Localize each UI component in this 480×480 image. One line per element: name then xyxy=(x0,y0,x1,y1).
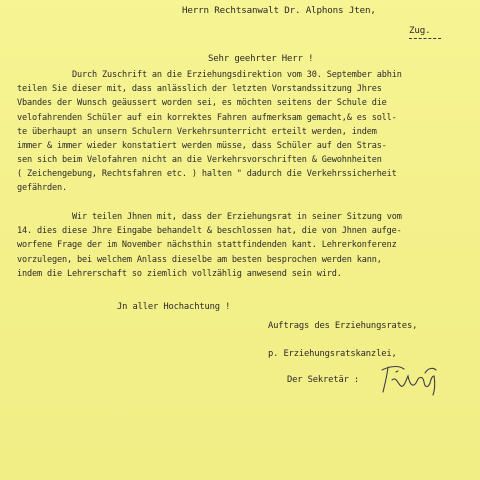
body-line: gefährden. xyxy=(17,183,67,193)
handwritten-signature xyxy=(378,362,440,398)
body-line: ( Zeichengebung, Rechtsfahren etc. ) halten " dadurch die Verkehrssicherheit xyxy=(17,169,397,179)
signature-line: Auftrags des Erziehungsrates, xyxy=(268,321,418,331)
body-line: immer & immer wieder konstatiert werden müsse, dass Schüler auf den Stras- xyxy=(17,141,387,151)
body-line: Vbandes der Wunsch geäussert worden sei, es möchten seitens der Schule die xyxy=(17,98,387,108)
signature-line: Der Sekretär : xyxy=(287,375,360,385)
body-line: indem die Lehrerschaft so ziemlich vollzählig anwesend sein wird. xyxy=(17,269,342,279)
recipient-place: Zug. xyxy=(409,25,431,36)
body-line: teilen Sie dieser mit, dass anlässlich der letzten Vorstandssitzung Jhres xyxy=(17,84,382,94)
body-line: worfene Frage der im November nächsthin stattfindenden kant. Lehrerkonferenz xyxy=(17,240,397,250)
signature-line: p. Erziehungsratskanzlei, xyxy=(268,349,397,359)
closing-line: Jn aller Hochachtung ! xyxy=(117,302,231,312)
body-line: Durch Zuschrift an die Erziehungsdirektion vom 30. September abhin xyxy=(72,70,402,80)
body-line: sen sich beim Velofahren nicht an die Verkehrsvorschriften & Gewohnheiten xyxy=(17,155,382,165)
place-underline xyxy=(409,38,441,39)
body-line: velofahrenden Schüler auf ein korrektes Fahren aufmerksam gemacht,& es soll- xyxy=(17,113,397,123)
body-line: vorzulegen, bei welchem Anlass dieselbe am besten besprochen werden kann, xyxy=(17,255,382,265)
body-line: 14. dies diese Jhre Eingabe behandelt & beschlossen hat, die von Jhnen aufge- xyxy=(17,226,402,236)
body-line: te überhaupt an unsern Schulern Verkehrsunterricht erteilt werden, indem xyxy=(17,127,377,137)
salutation: Sehr geehrter Herr ! xyxy=(208,54,314,64)
recipient-address: Herrn Rechtsanwalt Dr. Alphons Jten, xyxy=(182,5,376,16)
body-line: Wir teilen Jhnen mit, dass der Erziehungsrat in seiner Sitzung vom xyxy=(72,212,402,222)
